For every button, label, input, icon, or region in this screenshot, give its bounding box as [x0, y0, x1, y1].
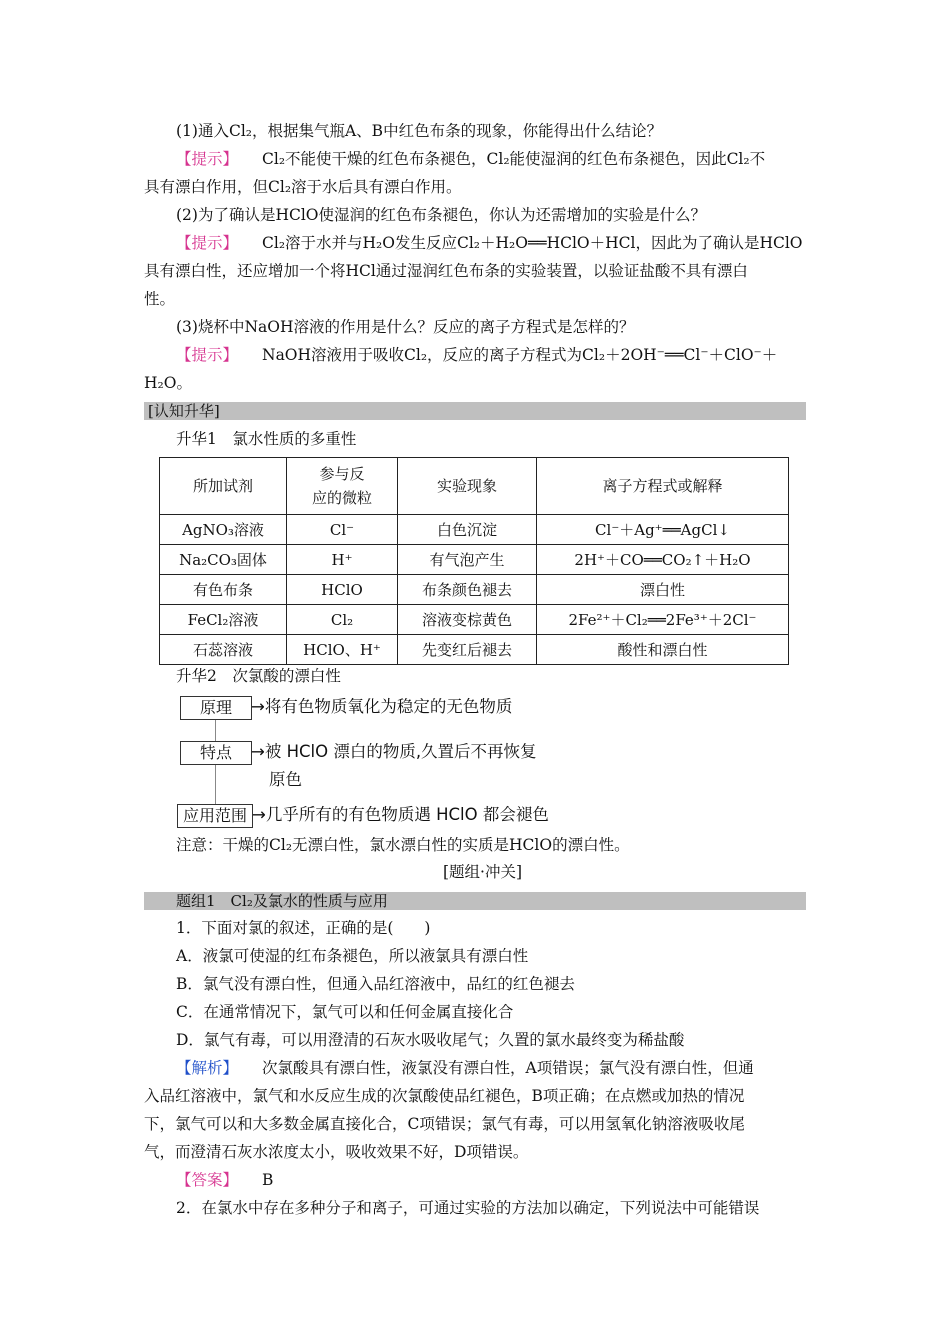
flow-box-scope: 应用范围 — [177, 804, 253, 828]
table-cell: 有气泡产生 — [398, 545, 537, 575]
option-b: B．氯气没有漂白性，但通入品红溶液中，品红的红色褪去 — [176, 975, 575, 993]
hint-tag-3: 【提示】 — [176, 346, 239, 364]
analysis-line-1: 次氯酸具有漂白性，液氯没有漂白性，A项错误；氯气没有漂白性，但通 — [262, 1059, 754, 1077]
table-cell: Na₂CO₃固体 — [160, 545, 287, 575]
table-cell: 白色沉淀 — [398, 515, 537, 545]
answer-value: B — [262, 1171, 274, 1189]
answer-tag: 【答案】 — [176, 1171, 239, 1189]
chlorine-water-table — [159, 457, 789, 665]
table-row — [160, 545, 789, 575]
option-c: C．在通常情况下，氯气可以和任何金属直接化合 — [176, 1003, 514, 1021]
table-cell: Cl⁻ — [287, 515, 398, 545]
table-cell: AgNO₃溶液 — [160, 515, 287, 545]
table-cell: 石蕊溶液 — [160, 635, 287, 665]
hint-2-line-3: 性。 — [144, 290, 176, 308]
table-cell: Cl⁻＋Ag⁺══AgCl↓ — [537, 515, 789, 545]
analysis-line-3: 下，氯气可以和大多数金属直接化合，C项错误；氯气有毒，可以用氢氧化钠溶液吸收尾 — [144, 1115, 745, 1133]
table-cell: 2H⁺＋CO══CO₂↑＋H₂O — [537, 545, 789, 575]
table-cell: 布条颜色褪去 — [398, 575, 537, 605]
table-header-cell: 离子方程式或解释 — [537, 458, 789, 515]
table-cell: 有色布条 — [160, 575, 287, 605]
table-header-cell — [287, 458, 398, 515]
table-cell: 溶液变棕黄色 — [398, 605, 537, 635]
table-header-cell: 所加试剂 — [160, 458, 287, 515]
option-a: A．液氯可使湿的红布条褪色，所以液氯具有漂白性 — [176, 947, 529, 965]
table-header-cell: 实验现象 — [398, 458, 537, 515]
flow-connector — [215, 718, 216, 742]
table-cell: FeCl₂溶液 — [160, 605, 287, 635]
hint-1-line-2: 具有漂白作用，但Cl₂溶于水后具有漂白作用。 — [144, 178, 462, 196]
table-cell: 漂白性 — [537, 575, 789, 605]
analysis-line-2: 入品红溶液中，氯气和水反应生成的次氯酸使品红褪色，B项正确；在点燃或加热的情况 — [144, 1087, 745, 1105]
flow-text-feature-2: 原色 — [269, 770, 302, 789]
hint-3-line-2: H₂O。 — [144, 374, 192, 392]
question-1: (1)通入Cl₂，根据集气瓶A、B中红色布条的现象，你能得出什么结论？ — [176, 122, 663, 140]
table-row — [160, 605, 789, 635]
question-2: (2)为了确认是HClO使湿润的红色布条褪色，你认为还需增加的实验是什么？ — [176, 206, 706, 224]
hint-3-line-1: NaOH溶液用于吸收Cl₂，反应的离子方程式为Cl₂＋2OH⁻══Cl⁻＋ClO⁻＋ — [262, 346, 778, 364]
table-cell: HClO — [287, 575, 398, 605]
flow-connector — [215, 764, 216, 804]
table-cell: 2Fe²⁺＋Cl₂══2Fe³⁺＋2Cl⁻ — [537, 605, 789, 635]
header-line: 应的微粒 — [311, 489, 372, 507]
flow-text-principle: →将有色物质氧化为稳定的无色物质 — [251, 697, 513, 716]
table-cell: H⁺ — [287, 545, 398, 575]
hint-1-line-1: Cl₂不能使干燥的红色布条褪色，Cl₂能使湿润的红色布条褪色，因此Cl₂不 — [262, 150, 766, 168]
table-header-row — [160, 458, 789, 515]
section-bar-group1 — [144, 892, 806, 910]
analysis-tag: 【解析】 — [176, 1059, 239, 1077]
hint-tag-2: 【提示】 — [176, 234, 239, 252]
table-row — [160, 575, 789, 605]
table-row — [160, 635, 789, 665]
analysis-line-4: 气，而澄清石灰水浓度太小，吸收效果不好，D项错误。 — [144, 1143, 529, 1161]
flow-box-principle: 原理 — [180, 696, 252, 720]
header-line: 参与反 — [319, 465, 365, 483]
section-bar-label: [认知升华] — [148, 402, 220, 420]
table-cell: Cl₂ — [287, 605, 398, 635]
note-text: 注意：干燥的Cl₂无漂白性，氯水漂白性的实质是HClO的漂白性。 — [176, 836, 630, 854]
center-heading: [题组·冲关] — [443, 863, 523, 881]
hint-tag-1: 【提示】 — [176, 150, 239, 168]
subheading-2: 升华2 次氯酸的漂白性 — [176, 667, 341, 685]
table-row — [160, 515, 789, 545]
hint-2-line-2: 具有漂白性，还应增加一个将HCl通过湿润红色布条的实验装置，以验证盐酸不具有漂白 — [144, 262, 748, 280]
flow-text-scope: →几乎所有的有色物质遇 HClO 都会褪色 — [252, 805, 549, 824]
question-3: (3)烧杯中NaOH溶液的作用是什么？反应的离子方程式是怎样的？ — [176, 318, 635, 336]
section-bar-cognition — [144, 402, 806, 420]
flow-box-feature: 特点 — [180, 741, 252, 765]
question-item-1: 1．下面对氯的叙述，正确的是( ) — [176, 919, 431, 937]
option-d: D．氯气有毒，可以用澄清的石灰水吸收尾气；久置的氯水最终变为稀盐酸 — [176, 1031, 685, 1049]
subheading-1: 升华1 氯水性质的多重性 — [176, 430, 357, 448]
hint-2-line-1: Cl₂溶于水并与H₂O发生反应Cl₂＋H₂O══HClO＋HCl，因此为了确认是HClO — [262, 234, 803, 252]
question-item-2: 2．在氯水中存在多种分子和离子，可通过实验的方法加以确定，下列说法中可能错误 — [176, 1199, 760, 1217]
table-cell: 酸性和漂白性 — [537, 635, 789, 665]
section-bar-label: 题组1 Cl₂及氯水的性质与应用 — [176, 892, 388, 910]
table-cell: HClO、H⁺ — [287, 635, 398, 665]
flow-text-feature-1: →被 HClO 漂白的物质,久置后不再恢复 — [251, 742, 537, 761]
table-cell: 先变红后褪去 — [398, 635, 537, 665]
